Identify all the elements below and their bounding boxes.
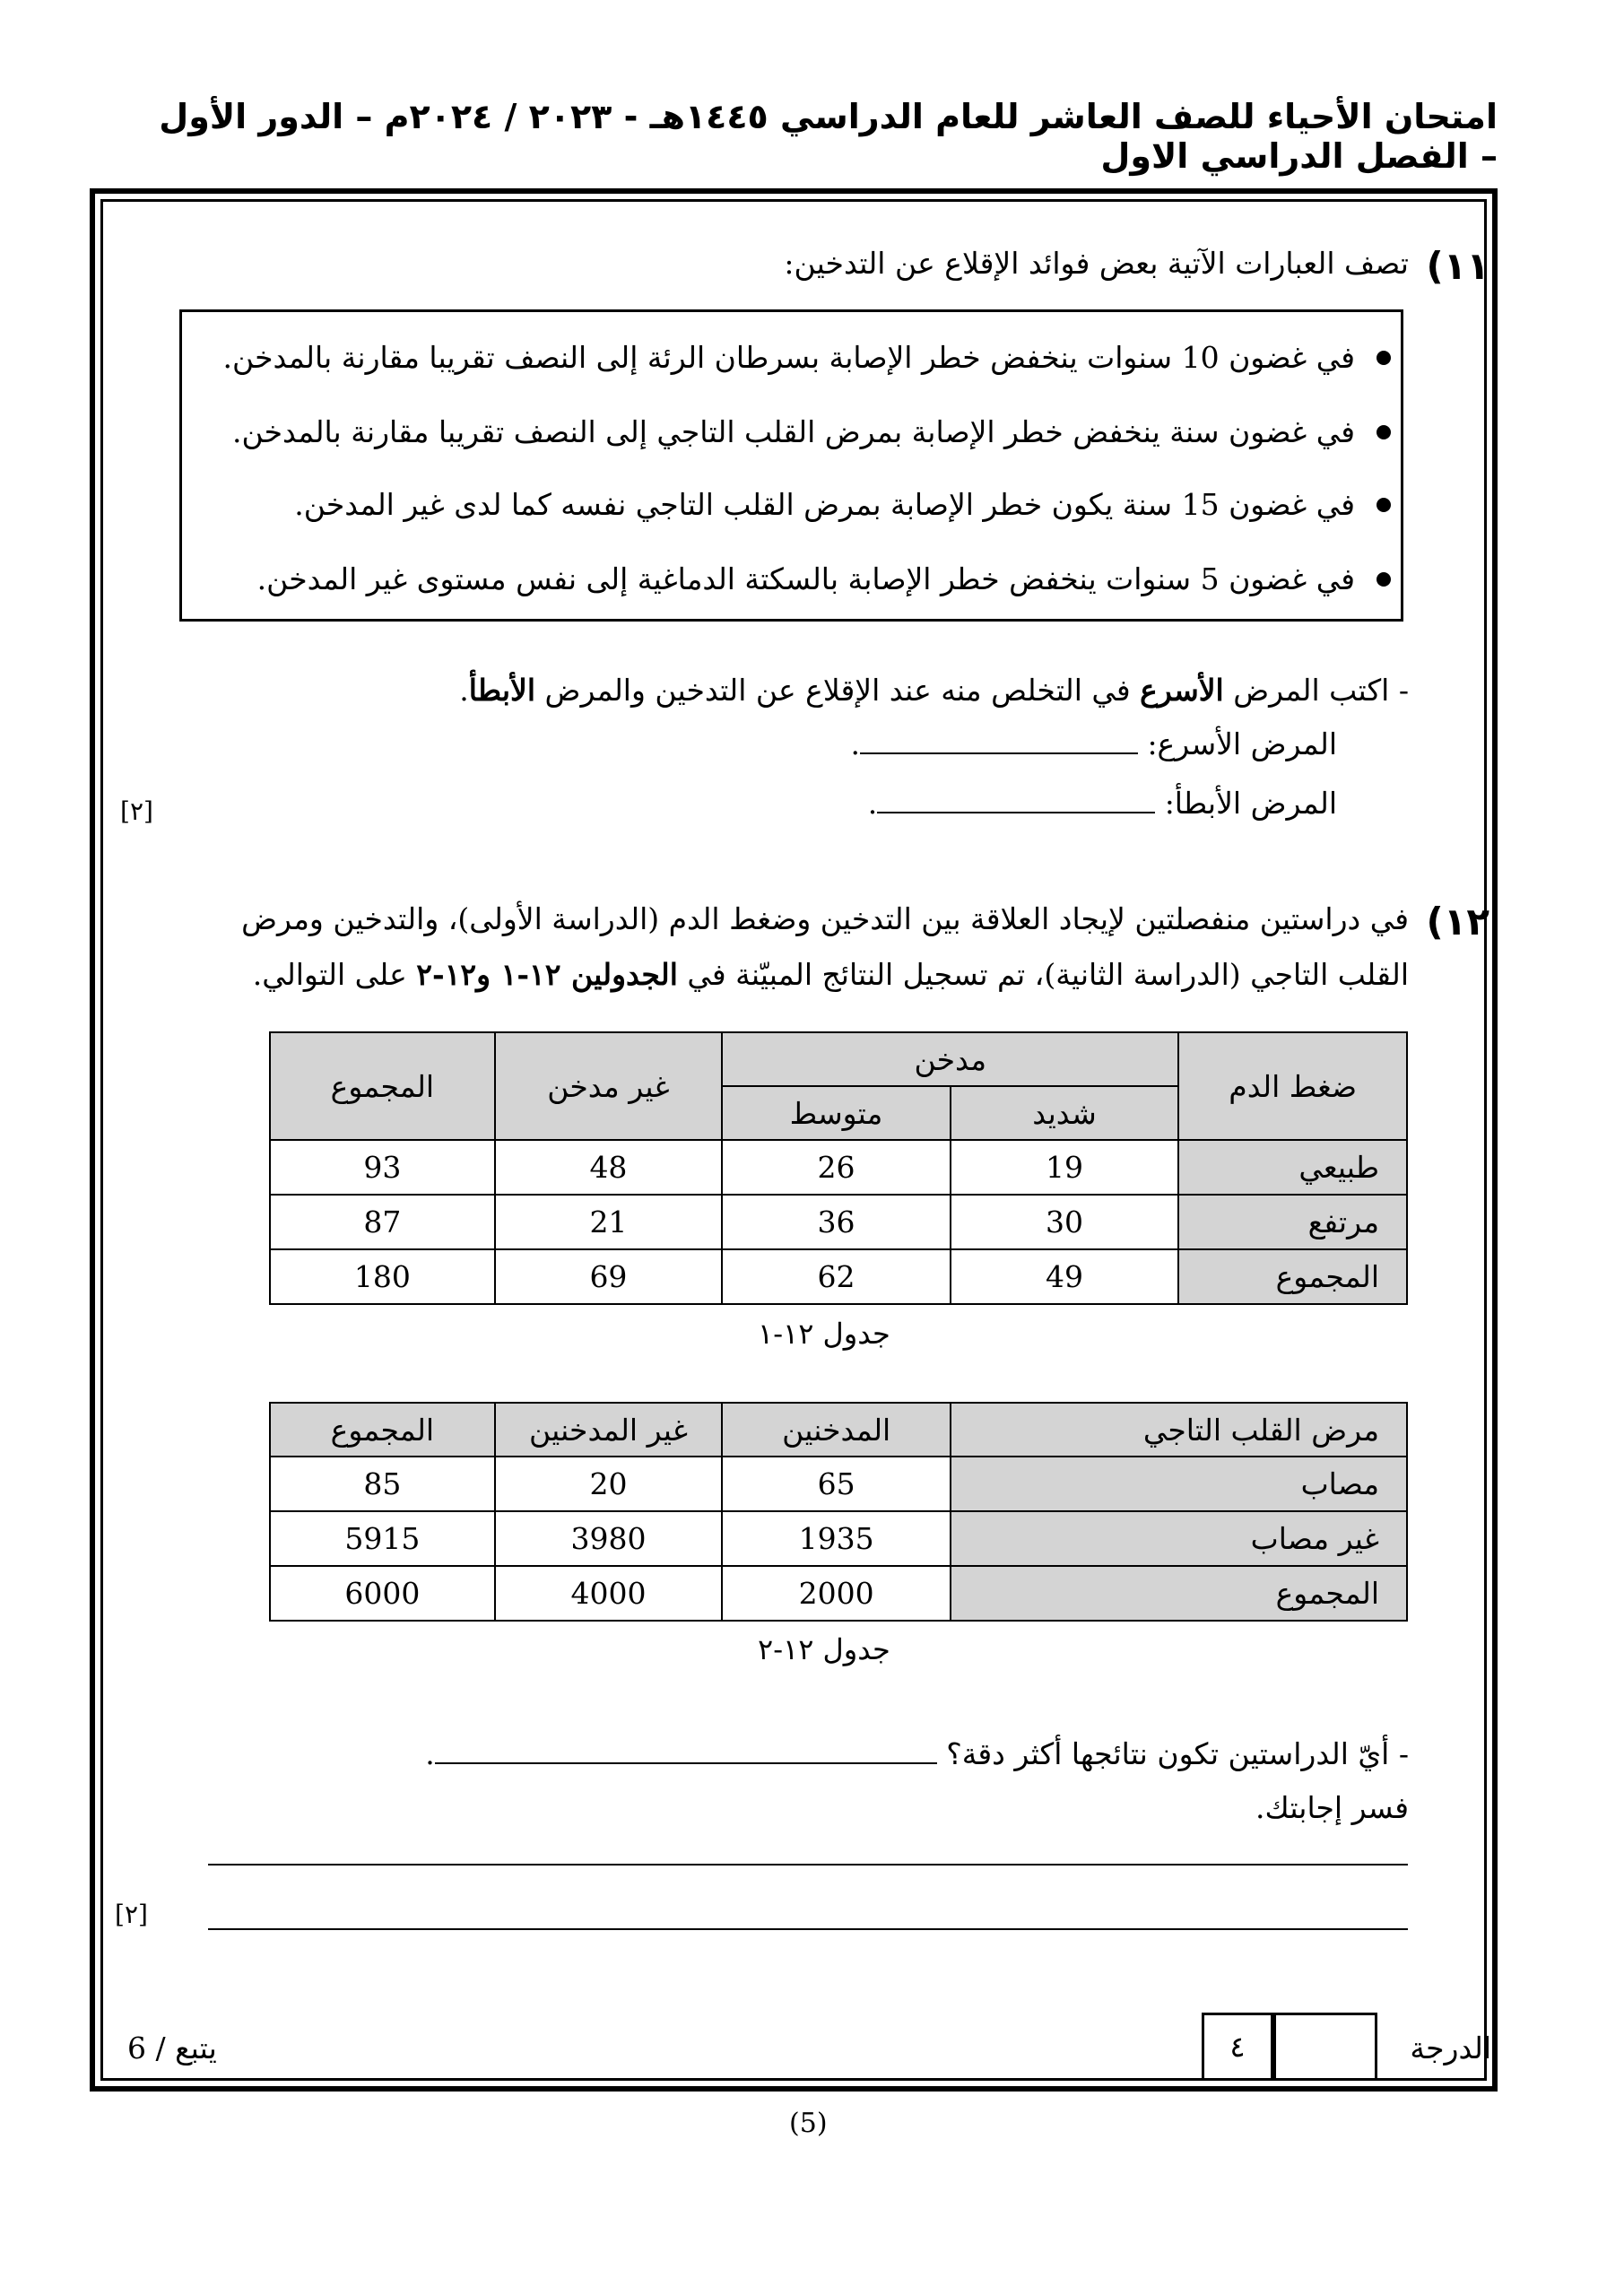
- exam-header-title: امتحان الأحياء للصف العاشر للعام الدراسي ١٤٤٥هـ - ٢٠٢٣ / ٢٠٢٤م – الدور الأول – الفصل الدراسي الاول: [159, 97, 1498, 176]
- table-row: [270, 1457, 1407, 1511]
- blank-dot: .: [425, 1736, 435, 1771]
- bullet-icon: [1376, 425, 1391, 439]
- table-row: [270, 1566, 1407, 1621]
- table2-cell: 65: [722, 1457, 951, 1511]
- table1-header-nonsmoker: غير مدخن: [495, 1032, 723, 1140]
- table2-header-nonsmokers: غير المدخنين: [495, 1403, 723, 1457]
- question-12-intro-line-1: في دراستين منفصلتين لإيجاد العلاقة بين التدخين وضغط الدم (الدراسة الأولى)، والتدخين ومرض: [241, 901, 1409, 936]
- table2-header-smokers: المدخنين: [722, 1403, 951, 1457]
- table-12-2: [269, 1402, 1408, 1622]
- table-12-1-caption: جدول ١٢-١: [758, 1317, 890, 1351]
- table-row: [270, 1249, 1407, 1304]
- page-number: (5): [789, 2108, 828, 2139]
- table-row: [270, 1511, 1407, 1566]
- table1-cell: 69: [495, 1249, 723, 1304]
- task-end: .: [459, 673, 469, 708]
- question-12-ask-row: [425, 1735, 1409, 1774]
- table2-cell: 20: [495, 1457, 723, 1511]
- table2-cell: 5915: [270, 1511, 495, 1566]
- table2-cell: 6000: [270, 1566, 495, 1621]
- grade-value: ٤: [1229, 2030, 1246, 2064]
- task-bold-fastest: الأسرع: [1140, 673, 1224, 708]
- table1-header-moderate: متوسط: [722, 1086, 951, 1140]
- statement-4: في غضون 5 سنوات ينخفض خطر الإصابة بالسكتة الدماغية إلى نفس مستوى غير المدخن.: [256, 561, 1355, 596]
- table1-cell: 93: [270, 1140, 495, 1195]
- more-accurate-study-blank[interactable]: [435, 1735, 937, 1764]
- slowest-answer-row: [868, 784, 1337, 823]
- blank-dot: .: [850, 726, 860, 761]
- table1-row-label: طبيعي: [1178, 1140, 1407, 1195]
- bullet-icon: [1376, 572, 1391, 587]
- blank-dot: .: [867, 786, 878, 821]
- question-11-prompt: تصف العبارات الآتية بعض فوائد الإقلاع عن التدخين:: [784, 246, 1409, 281]
- table2-header-heart-disease: مرض القلب التاجي: [951, 1403, 1407, 1457]
- table2-header-total: المجموع: [270, 1403, 495, 1457]
- bullet-icon: [1376, 351, 1391, 365]
- table2-cell: 1935: [722, 1511, 951, 1566]
- task-text-part: في التخلص منه عند الإقلاع عن التدخين والمرض: [535, 673, 1141, 708]
- intro-tables-ref: الجدولين ١٢-١ و١٢-٢: [416, 957, 678, 992]
- table1-cell: 30: [951, 1195, 1179, 1249]
- table1-header-smoker: مدخن: [722, 1032, 1178, 1086]
- statement-3: في غضون 15 سنة يكون خطر الإصابة بمرض القلب التاجي نفسه كما لدى غير المدخن.: [294, 487, 1355, 522]
- task-bold-slowest: الأبطأ: [468, 673, 536, 708]
- table1-cell: 49: [951, 1249, 1179, 1304]
- intro-text-part: على التوالي.: [252, 957, 417, 992]
- question-12-number: ١٢): [1426, 900, 1489, 944]
- statement-2: في غضون سنة ينخفض خطر الإصابة بمرض القلب التاجي إلى النصف تقريبا مقارنة بالمدخن.: [232, 414, 1355, 449]
- table2-row-label: مصاب: [951, 1457, 1407, 1511]
- question-12-intro-line-2: [253, 955, 1409, 995]
- question-11-task: [459, 671, 1409, 710]
- table1-cell: 180: [270, 1249, 495, 1304]
- bullet-icon: [1376, 498, 1391, 512]
- table2-cell: 4000: [495, 1566, 723, 1621]
- table-12-2-caption: جدول ١٢-٢: [758, 1632, 890, 1666]
- table1-cell: 48: [495, 1140, 723, 1195]
- table1-cell: 87: [270, 1195, 495, 1249]
- table-row: [270, 1140, 1407, 1195]
- table2-row-label: غير مصاب: [951, 1511, 1407, 1566]
- table1-row-label: المجموع: [1178, 1249, 1407, 1304]
- question-12-explain: فسر إجابتك.: [1255, 1790, 1409, 1825]
- question-11-number: ١١): [1426, 244, 1489, 288]
- grade-label: الدرجة: [1410, 2031, 1491, 2066]
- table1-header-total: المجموع: [270, 1032, 495, 1140]
- grade-score-box[interactable]: [1273, 2013, 1377, 2081]
- table1-cell: 26: [722, 1140, 951, 1195]
- intro-text-part: القلب التاجي (الدراسة الثانية)، تم تسجيل النتائج المبيّنة في: [677, 957, 1409, 992]
- fastest-disease-label: المرض الأسرع:: [1147, 726, 1337, 761]
- question-12-marks: [٢]: [115, 1900, 148, 1929]
- table1-header-blood-pressure: ضغط الدم: [1178, 1032, 1407, 1140]
- grade-value-box: [1202, 2013, 1273, 2081]
- task-text-part: - اكتب المرض: [1223, 673, 1409, 708]
- table-row: [270, 1195, 1407, 1249]
- table2-cell: 85: [270, 1457, 495, 1511]
- fastest-disease-blank[interactable]: [860, 726, 1138, 754]
- table2-row-label: المجموع: [951, 1566, 1407, 1621]
- continue-indicator: يتبع / 6: [127, 2031, 217, 2066]
- statement-1: في غضون 10 سنوات ينخفض خطر الإصابة بسرطان الرئة إلى النصف تقريبا مقارنة بالمدخن.: [222, 340, 1355, 375]
- slowest-disease-blank[interactable]: [877, 785, 1155, 813]
- table-12-1: [269, 1031, 1408, 1305]
- explanation-answer-line[interactable]: [208, 1864, 1408, 1866]
- table1-cell: 19: [951, 1140, 1179, 1195]
- explanation-answer-line[interactable]: [208, 1928, 1408, 1930]
- fastest-answer-row: [850, 725, 1337, 764]
- question-11-marks: [٢]: [120, 796, 153, 826]
- table2-cell: 2000: [722, 1566, 951, 1621]
- question-12-ask: - أيّ الدراستين تكون نتائجها أكثر دقة؟: [946, 1736, 1409, 1771]
- table1-cell: 21: [495, 1195, 723, 1249]
- table1-header-heavy: شديد: [951, 1086, 1179, 1140]
- table1-cell: 62: [722, 1249, 951, 1304]
- table1-cell: 36: [722, 1195, 951, 1249]
- slowest-disease-label: المرض الأبطأ:: [1164, 786, 1337, 821]
- table1-row-label: مرتفع: [1178, 1195, 1407, 1249]
- table2-cell: 3980: [495, 1511, 723, 1566]
